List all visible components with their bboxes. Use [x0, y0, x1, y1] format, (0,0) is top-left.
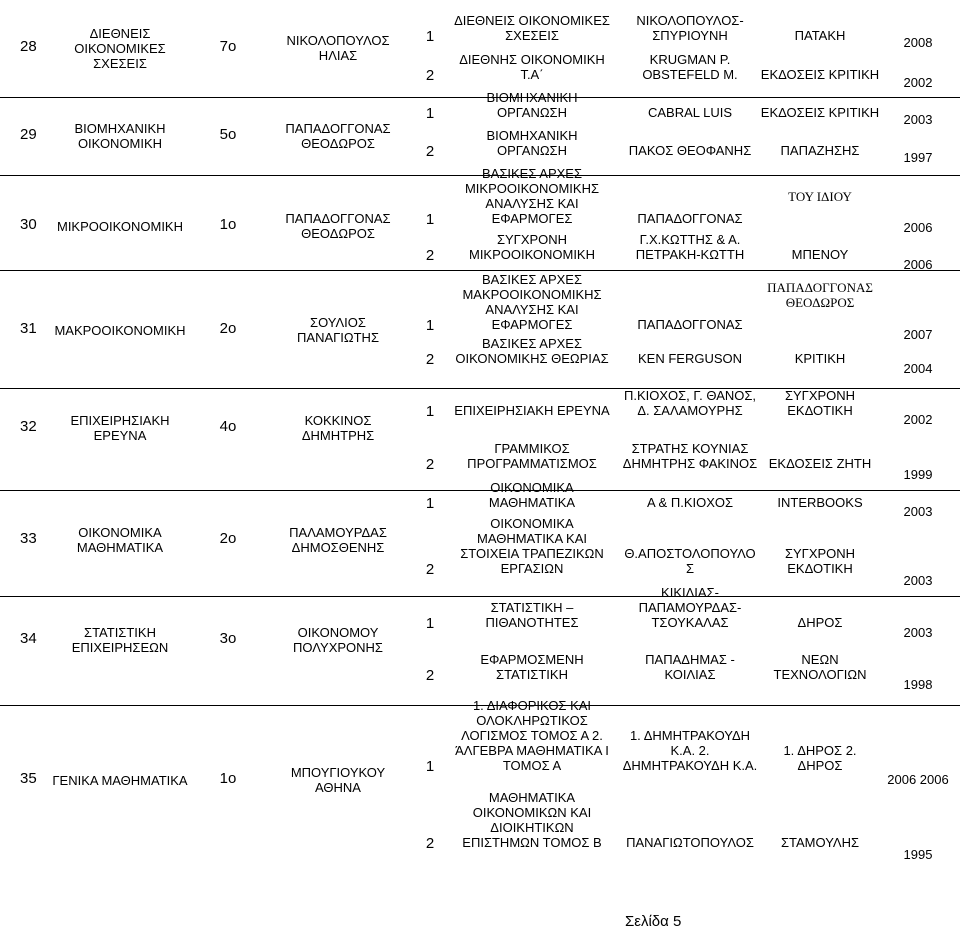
professor-name: ΠΑΛΑΜΟΥΡΔΑΣ [289, 525, 387, 540]
book-index: 1 [425, 495, 435, 512]
course-name: ΣΧΕΣΕΙΣ [93, 55, 147, 71]
row-number: 31 [20, 320, 37, 337]
book-title: ΣΧΕΣΕΙΣ [505, 28, 559, 43]
book-title: ΣΤΑΤΙΣΤΙΚΗ [496, 667, 568, 682]
book-index: 1 [425, 105, 435, 122]
book-title: ΔΙΕΘΝΗΣ ΟΙΚΟΝΟΜΙΚΗ [459, 52, 605, 67]
book-title: ΟΙΚΟΝΟΜΙΚΩΝ ΚΑΙ [472, 805, 592, 820]
book-publisher: ΜΠΕΝΟΥ [791, 247, 849, 262]
book-author: OBSTEFELD M. [642, 67, 738, 82]
book-index: 1 [425, 317, 435, 334]
book-author: Θ.ΑΠΟΣΤΟΛΟΠΟΥΛΟ [624, 546, 756, 561]
professor-name: ΑΘΗΝΑ [315, 780, 361, 795]
page-footer: Σελίδα 5 [625, 913, 682, 930]
book-year: 2006 [903, 220, 933, 235]
professor-name: ΚΟΚΚΙΝΟΣ [304, 413, 372, 428]
book-publisher: ΠΑΤΑΚΗ [794, 28, 846, 43]
semester: 2ο [219, 320, 237, 337]
book-title: ΒΙΟΜΗΧΑΝΙΚΗ [486, 90, 578, 105]
book-author: KEN FERGUSON [637, 351, 743, 366]
semester: 7ο [219, 38, 237, 55]
book-publisher: ΕΚΔΟΣΕΙΣ ΖΗΤΗ [768, 456, 872, 471]
book-year: 1997 [903, 150, 933, 165]
book-index: 2 [425, 351, 435, 368]
row-divider [0, 490, 960, 491]
book-author: KRUGMAN P. [649, 52, 731, 67]
book-index: 1 [425, 615, 435, 632]
book-year: 1995 [903, 847, 933, 862]
book-publisher: ΠΑΠΑΔΟΓΓΟΝΑΣ [767, 280, 873, 295]
course-name: ΟΙΚΟΝΟΜΙΚΕΣ [74, 40, 166, 56]
book-title: ΕΦΑΡΜΟΓΕΣ [491, 317, 573, 332]
book-index: 2 [425, 835, 435, 852]
book-author: ΠΕΤΡΑΚΗ-ΚΩΤΤΗ [635, 247, 745, 262]
book-title: ΣΥΓΧΡΟΝΗ [496, 232, 568, 247]
row-divider [0, 596, 960, 597]
book-title: ΠΡΟΓΡΑΜΜΑΤΙΣΜΟΣ [467, 456, 597, 471]
book-index: 1 [425, 403, 435, 420]
book-publisher: ΕΚΔΟΤΙΚΗ [787, 403, 853, 418]
book-author: ΠΑΠΑΜΟΥΡΔΑΣ- [638, 600, 742, 615]
book-title: ΠΙΘΑΝΟΤΗΤΕΣ [485, 615, 579, 630]
book-title: ΟΙΚΟΝΟΜΙΚΑ [490, 516, 574, 531]
book-year: 2003 [903, 504, 933, 519]
book-author: ΝΙΚΟΛΟΠΟΥΛΟΣ- [636, 13, 744, 28]
book-author: ΚΙΚΙΛΙΑΣ- [661, 585, 719, 600]
book-year: 2006 2006 [887, 772, 949, 787]
book-author: ΔΗΜΗΤΡΑΚΟΥΔΗ Κ.Α. [622, 758, 758, 773]
book-title: ΜΙΚΡΟΟΙΚΟΝΟΜΙΚΗΣ [464, 181, 600, 196]
book-title: ΕΦΑΡΜΟΣΜΕΝΗ [480, 652, 584, 667]
book-title: ΔΙΕΘΝΕΙΣ ΟΙΚΟΝΟΜΙΚΕΣ [454, 13, 610, 28]
professor-name: ΝΙΚΟΛΟΠΟΥΛΟΣ [286, 33, 390, 48]
course-name: ΜΑΚΡΟΟΙΚΟΝΟΜΙΚΗ [54, 322, 186, 338]
book-author: ΠΑΠΑΔΗΜΑΣ - [645, 652, 735, 667]
book-title: ΜΑΘΗΜΑΤΙΚΑ [488, 495, 576, 510]
book-year: 2003 [903, 112, 933, 127]
professor-name: ΠΑΠΑΔΟΓΓΟΝΑΣ [285, 121, 391, 136]
book-title: ΒΑΣΙΚΕΣ ΑΡΧΕΣ [482, 272, 582, 287]
book-year: 2002 [903, 75, 933, 90]
book-author: ΤΣΟΥΚΑΛΑΣ [651, 615, 729, 630]
book-title: ΤΟΜΟΣ Α [502, 758, 562, 773]
book-publisher: INTERBOOKS [777, 495, 863, 510]
book-author: 1. ΔΗΜΗΤΡΑΚΟΥΔΗ [629, 728, 751, 743]
course-name: ΣΤΑΤΙΣΤΙΚΗ [84, 625, 156, 640]
book-publisher: ΔΗΡΟΣ [797, 758, 843, 773]
book-author: CABRAL LUIS [647, 105, 733, 120]
row-number: 33 [20, 530, 37, 547]
book-publisher: ΔΗΡΟΣ [797, 615, 843, 630]
professor-name: ΘΕΟΔΩΡΟΣ [301, 136, 375, 151]
row-number: 34 [20, 630, 37, 647]
book-index: 2 [425, 667, 435, 684]
book-year: 2004 [903, 361, 933, 376]
book-title: ΟΙΚΟΝΟΜΙΚΗΣ ΘΕΩΡΙΑΣ [455, 351, 609, 366]
row-number: 35 [20, 770, 37, 787]
book-title: ΟΡΓΑΝΩΣΗ [497, 105, 567, 120]
semester: 4ο [219, 418, 237, 435]
row-divider [0, 97, 960, 98]
book-title: ΟΡΓΑΝΩΣΗ [497, 143, 567, 158]
book-publisher: ΚΡΙΤΙΚΗ [794, 351, 846, 366]
book-author: ΠΑΠΑΔΟΓΓΟΝΑΣ [637, 317, 743, 332]
book-publisher: ΣΥΓΧΡΟΝΗ [784, 546, 856, 561]
course-name: ΜΑΘΗΜΑΤΙΚΑ [76, 540, 164, 555]
book-publisher: ΝΕΩΝ [801, 652, 839, 667]
book-publisher: 1. ΔΗΡΟΣ 2. [783, 743, 857, 758]
book-index: 2 [425, 456, 435, 473]
book-title: ΕΡΓΑΣΙΩΝ [500, 561, 564, 576]
book-index: 2 [425, 143, 435, 160]
book-year: 2002 [903, 412, 933, 427]
row-number: 32 [20, 418, 37, 435]
row-number: 28 [20, 38, 37, 55]
book-author: ΠΑΠΑΔΟΓΓΟΝΑΣ [637, 211, 743, 226]
book-index: 2 [425, 67, 435, 84]
book-title: ΣΤΑΤΙΣΤΙΚΗ – [490, 600, 574, 615]
professor-name: ΣΟΥΛΙΟΣ [310, 315, 366, 330]
professor-name: ΠΟΛΥΧΡΟΝΗΣ [293, 640, 383, 655]
book-title: ΑΝΑΛΥΣΗΣ ΚΑΙ [485, 302, 579, 317]
book-author: Κ.Α. 2. [670, 743, 710, 758]
book-year: 1999 [903, 467, 933, 482]
book-index: 1 [425, 758, 435, 775]
book-author: Σ [685, 561, 695, 576]
book-title: ΑΝΑΛΥΣΗΣ ΚΑΙ [485, 196, 579, 211]
course-name: ΟΙΚΟΝΟΜΙΚΗ [77, 136, 163, 151]
book-year: 2008 [903, 35, 933, 50]
book-year: 2007 [903, 327, 933, 342]
book-publisher: ΣΥΓΧΡΟΝΗ [784, 388, 856, 403]
book-title: ΛΟΓΙΣΜΟΣ ΤΟΜΟΣ Α 2. [461, 728, 603, 743]
book-publisher: ΕΚΔΟΣΕΙΣ ΚΡΙΤΙΚΗ [760, 105, 880, 120]
book-author: Γ.Χ.ΚΩΤΤΗΣ & Α. [639, 232, 741, 247]
professor-name: ΜΠΟΥΓΙΟΥΚΟΥ [290, 765, 386, 780]
book-publisher: ΤΕΧΝΟΛΟΓΙΩΝ [773, 667, 867, 682]
professor-name: ΗΛΙΑΣ [318, 48, 358, 63]
book-title: Τ.Α΄ [520, 67, 544, 82]
book-title: ΟΛΟΚΛΗΡΩΤΙΚΟΣ [476, 713, 588, 728]
book-index: 2 [425, 247, 435, 264]
book-year: 2006 [903, 257, 933, 272]
book-title: ΜΑΚΡΟΟΙΚΟΝΟΜΙΚΗΣ [462, 287, 602, 302]
course-name: ΜΙΚΡΟΟΙΚΟΝΟΜΙΚΗ [56, 218, 184, 234]
book-title: ΜΑΘΗΜΑΤΙΚΑ ΚΑΙ [476, 531, 588, 546]
book-author: Π.ΚΙΟΧΟΣ, Γ. ΘΑΝΟΣ, [623, 388, 757, 403]
book-publisher: ΘΕΟΔΩΡΟΣ [785, 295, 855, 310]
book-title: ΓΡΑΜΜΙΚΟΣ [494, 441, 570, 456]
book-title: ΒΙΟΜΗΧΑΝΙΚΗ [486, 128, 578, 143]
book-title: ΜΑΘΗΜΑΤΙΚΑ [488, 790, 576, 805]
course-name: ΟΙΚΟΝΟΜΙΚΑ [78, 525, 162, 540]
book-author: ΚΟΙΛΙΑΣ [664, 667, 716, 682]
professor-name: ΔΗΜΟΣΘΕΝΗΣ [291, 540, 385, 555]
course-name: ΓΕΝΙΚΑ ΜΑΘΗΜΑΤΙΚΑ [52, 772, 188, 788]
book-title: ΆΛΓΕΒΡΑ ΜΑΘΗΜΑΤΙΚΑ Ι [455, 743, 609, 758]
row-divider [0, 175, 960, 176]
semester: 1ο [219, 216, 237, 233]
book-author: ΔΗΜΗΤΡΗΣ ΦΑΚΙΝΟΣ [622, 456, 758, 471]
book-author: ΠΑΚΟΣ ΘΕΟΦΑΝΗΣ [628, 143, 752, 158]
book-year: 1998 [903, 677, 933, 692]
semester: 1ο [219, 770, 237, 787]
book-author: Α & Π.ΚΙΟΧΟΣ [646, 495, 734, 510]
semester: 5ο [219, 126, 237, 143]
book-title: ΒΑΣΙΚΕΣ ΑΡΧΕΣ [482, 336, 582, 351]
course-name: ΕΠΙΧΕΙΡΗΣΙΑΚΗ [70, 413, 170, 428]
book-publisher: ΤΟΥ ΙΔΙΟΥ [788, 189, 852, 204]
course-name: ΕΠΙΧΕΙΡΗΣΕΩΝ [71, 640, 169, 655]
book-title: ΕΠΙΣΤΗΜΩΝ ΤΟΜΟΣ Β [462, 835, 602, 850]
row-number: 29 [20, 126, 37, 143]
semester: 2ο [219, 530, 237, 547]
book-title: 1. ΔΙΑΦΟΡΙΚΟΣ ΚΑΙ [472, 698, 592, 713]
book-year: 2003 [903, 573, 933, 588]
book-title: ΕΦΑΡΜΟΓΕΣ [491, 211, 573, 226]
book-title: ΣΤΟΙΧΕΙΑ ΤΡΑΠΕΖΙΚΩΝ [460, 546, 604, 561]
book-title: ΕΠΙΧΕΙΡΗΣΙΑΚΗ ΕΡΕΥΝΑ [454, 403, 610, 418]
professor-name: ΔΗΜΗΤΡΗΣ [301, 428, 375, 443]
book-year: 2003 [903, 625, 933, 640]
book-author: ΣΠΥΡΙΟΥΝΗ [652, 28, 728, 43]
book-publisher: ΕΚΔΟΣΕΙΣ ΚΡΙΤΙΚΗ [760, 67, 880, 82]
book-publisher: ΕΚΔΟΤΙΚΗ [787, 561, 853, 576]
semester: 3ο [219, 630, 237, 647]
row-divider [0, 270, 960, 271]
book-publisher: ΣΤΑΜΟΥΛΗΣ [780, 835, 860, 850]
book-title: ΒΑΣΙΚΕΣ ΑΡΧΕΣ [482, 166, 582, 181]
professor-name: ΠΑΠΑΔΟΓΓΟΝΑΣ [285, 211, 391, 226]
professor-name: ΠΑΝΑΓΙΩΤΗΣ [297, 330, 379, 345]
course-name: ΒΙΟΜΗΧΑΝΙΚΗ [74, 121, 166, 136]
course-name: ΔΙΕΘΝΕΙΣ [89, 25, 151, 41]
book-index: 1 [425, 211, 435, 228]
professor-name: ΘΕΟΔΩΡΟΣ [301, 226, 375, 241]
book-title: ΟΙΚΟΝΟΜΙΚΑ [490, 480, 574, 495]
professor-name: ΟΙΚΟΝΟΜΟΥ [297, 625, 379, 640]
book-publisher: ΠΑΠΑΖΗΣΗΣ [780, 143, 860, 158]
book-title: ΔΙΟΙΚΗΤΙΚΩΝ [490, 820, 574, 835]
book-author: Δ. ΣΑΛΑΜΟΥΡΗΣ [637, 403, 743, 418]
book-index: 1 [425, 28, 435, 45]
book-author: ΠΑΝΑΓΙΩΤΟΠΟΥΛΟΣ [626, 835, 754, 850]
book-index: 2 [425, 561, 435, 578]
book-title: ΜΙΚΡΟΟΙΚΟΝΟΜΙΚΗ [468, 247, 596, 262]
row-number: 30 [20, 216, 37, 233]
course-name: ΕΡΕΥΝΑ [93, 428, 147, 443]
book-author: ΣΤΡΑΤΗΣ ΚΟΥΝΙΑΣ [631, 441, 749, 456]
